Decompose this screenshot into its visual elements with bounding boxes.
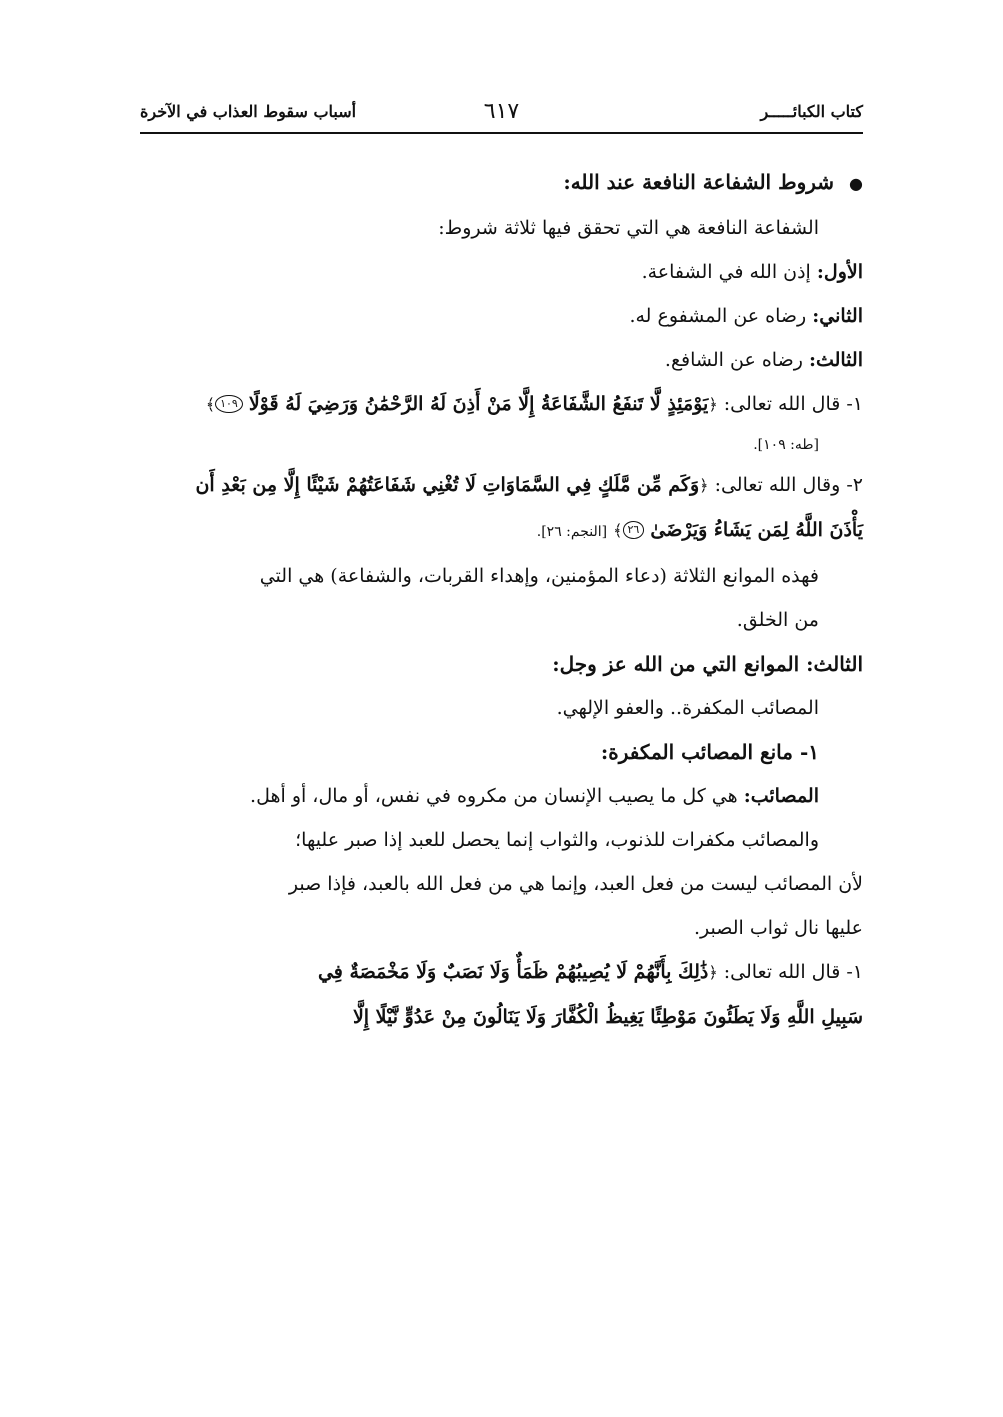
section-heading-third: الثالث: الموانع التي من الله عز وجل: [552, 652, 863, 676]
ornate-bracket-open: ﴿ [699, 476, 709, 495]
bullet-icon: ● [849, 174, 863, 193]
quran-verse: ذَٰلِكَ بِأَنَّهُمْ لَا يُصِيبُهُمْ ظَمَأٌ وَلَا نَصَبٌ وَلَا مَخْمَصَةٌ فِي [317, 961, 709, 983]
quran-verse: سَبِيلِ اللَّهِ وَلَا يَطَئُونَ مَوْطِئًا يَغِيظُ الْكُفَّارَ وَلَا يَنَالُونَ مِنْ عَدُوٍّ نَّيْلًا إِلَّا [352, 1006, 863, 1028]
intro-paragraph: الشفاعة النافعة هي التي تحقق فيها ثلاثة شروط: [438, 217, 819, 239]
quran-verse: يَأْذَنَ اللَّهُ لِمَن يَشَاءُ وَيَرْضَىٰ [650, 519, 863, 541]
body-text [140, 160, 863, 1039]
ayah-number-marker: ٢٦ [623, 521, 645, 539]
condition-text: إذن الله في الشفاعة. [641, 261, 811, 283]
condition-label: الأول: [816, 261, 863, 283]
condition-text: رضاه عن الشافع. [664, 349, 803, 371]
subheading-first-barrier: ١- مانع المصائب المكفرة: [600, 740, 819, 764]
condition-text: رضاه عن المشفوع له. [629, 305, 807, 327]
document-page [140, 0, 863, 1417]
chapter-title: أسباب سقوط العذاب في الآخرة [140, 102, 357, 121]
evidence-prefix: ١- قال الله تعالى: [723, 393, 863, 415]
evidence-prefix: ٢- وقال الله تعالى: [714, 474, 863, 496]
condition-label: الثالث: [808, 349, 863, 371]
definition-text: هي كل ما يصيب الإنسان من مكروه في نفس، أو مال، أو أهل. [250, 785, 738, 807]
ayah-number-marker: ١٠٩ [215, 395, 243, 413]
condition-2 [140, 294, 863, 338]
verse-reference: [طه: ١٠٩]. [753, 437, 819, 453]
ornate-bracket-close: ﴾ [205, 395, 216, 414]
explanation-paragraph-line2: لأن المصائب ليست من فعل العبد، وإنما هي من فعل الله بالعبد، فإذا صبر [288, 873, 863, 895]
evidence-2-continued [140, 508, 863, 554]
definition-paragraph [140, 774, 863, 818]
summary-paragraph: فهذه الموانع الثلاثة (دعاء المؤمنين، وإهداء القربات، والشفاعة) هي التي [259, 565, 819, 587]
header-rule [140, 132, 863, 134]
quran-verse: يَوْمَئِذٍ لَّا تَنفَعُ الشَّفَاعَةُ إِلَّا مَنْ أَذِنَ لَهُ الرَّحْمَٰنُ وَرَضِيَ لَهُ قَوْلًا [248, 393, 709, 415]
evidence-3 [140, 950, 863, 995]
condition-label: الثاني: [812, 305, 863, 327]
explanation-paragraph-line3: عليها نال ثواب الصبر. [694, 917, 863, 939]
evidence-3-continued [140, 995, 863, 1039]
explanation-paragraph: والمصائب مكفرات للذنوب، والثواب إنما يحصل للعبد إذا صبر عليها؛ [295, 829, 819, 851]
summary-paragraph-continued: من الخلق. [736, 609, 819, 631]
evidence-1 [140, 382, 863, 427]
ornate-bracket-close: ﴾ [613, 521, 623, 540]
running-header [140, 96, 863, 128]
heading-text: شروط الشفاعة النافعة عند الله: [563, 170, 835, 194]
ornate-bracket-open: ﴿ [708, 395, 718, 414]
book-title: كتاب الكبائـــــر [760, 102, 863, 121]
section-heading-conditions [140, 160, 863, 206]
ornate-bracket-open: ﴿ [708, 963, 718, 982]
definition-label: المصائب: [743, 785, 819, 807]
evidence-prefix: ١- قال الله تعالى: [723, 961, 863, 983]
condition-3 [140, 338, 863, 382]
condition-1 [140, 250, 863, 294]
page-number: ٦١٧ [483, 99, 520, 124]
quran-verse: وَكَم مِّن مَّلَكٍ فِي السَّمَاوَاتِ لَا تُغْنِي شَفَاعَتُهُمْ شَيْئًا إِلَّا مِن بَعْدِ أَن [195, 474, 700, 496]
verse-reference: [النجم: ٢٦]. [536, 524, 608, 540]
third-intro: المصائب المكفرة.. والعفو الإلهي. [556, 697, 819, 719]
evidence-2 [140, 463, 863, 508]
